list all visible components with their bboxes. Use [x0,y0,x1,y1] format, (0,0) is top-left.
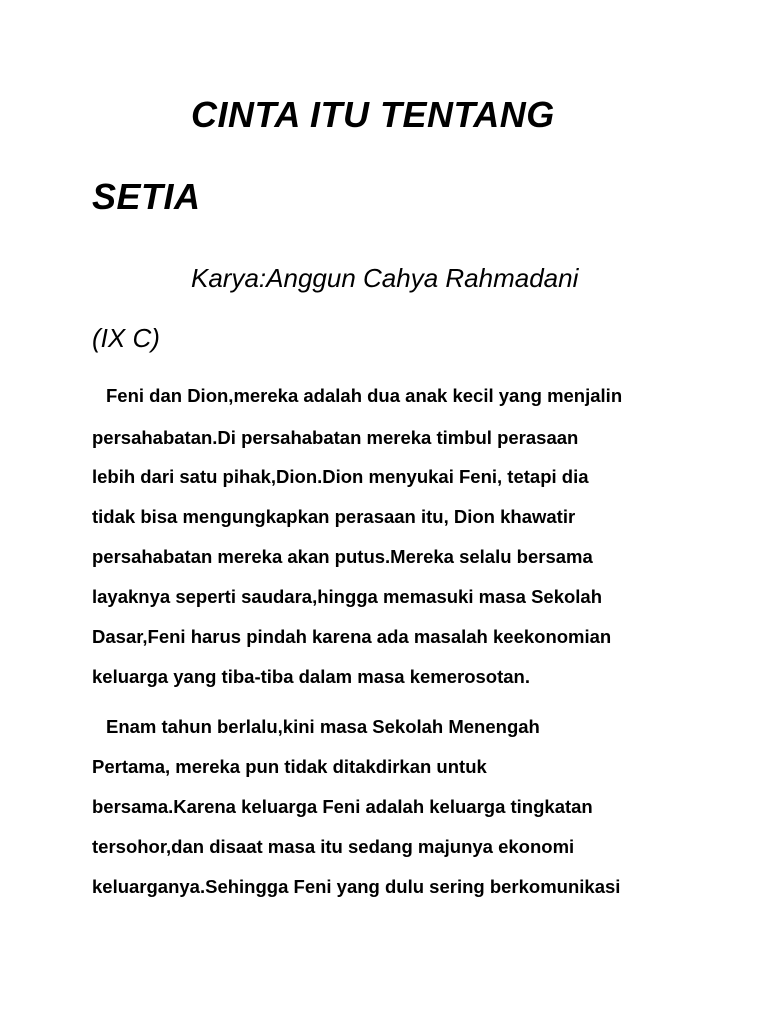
paragraph-1-line: tidak bisa mengungkapkan perasaan itu, Dion khawatir [92,506,576,527]
paragraph-2-line: keluarganya.Sehingga Feni yang dulu sering berkomunikasi [92,876,621,897]
author-credit: Karya:Anggun Cahya Rahmadani [191,263,579,293]
paragraph-1-line: lebih dari satu pihak,Dion.Dion menyukai Feni, tetapi dia [92,466,589,487]
paragraph-1-line: layaknya seperti saudara,hingga memasuki masa Sekolah [92,586,603,607]
paragraph-1-line: persahabatan.Di persahabatan mereka timbul perasaan [92,427,579,448]
paragraph-2-line: tersohor,dan disaat masa itu sedang majunya ekonomi [92,836,575,857]
author-class: (IX C) [92,323,160,353]
story-title-line-2: SETIA [92,176,201,217]
paragraph-2-line: bersama.Karena keluarga Feni adalah keluarga tingkatan [92,796,593,817]
story-title-line-1: CINTA ITU TENTANG [191,94,555,135]
paragraph-1-line: Feni dan Dion,mereka adalah dua anak kecil yang menjalin [106,385,623,406]
paragraph-1-line: keluarga yang tiba-tiba dalam masa kemerosotan. [92,666,530,687]
paragraph-2-line: Enam tahun berlalu,kini masa Sekolah Menengah [106,716,540,737]
paragraph-2-line: Pertama, mereka pun tidak ditakdirkan untuk [92,756,487,777]
paragraph-1-line: Dasar,Feni harus pindah karena ada masalah keekonomian [92,626,612,647]
paragraph-1-line: persahabatan mereka akan putus.Mereka selalu bersama [92,546,593,567]
